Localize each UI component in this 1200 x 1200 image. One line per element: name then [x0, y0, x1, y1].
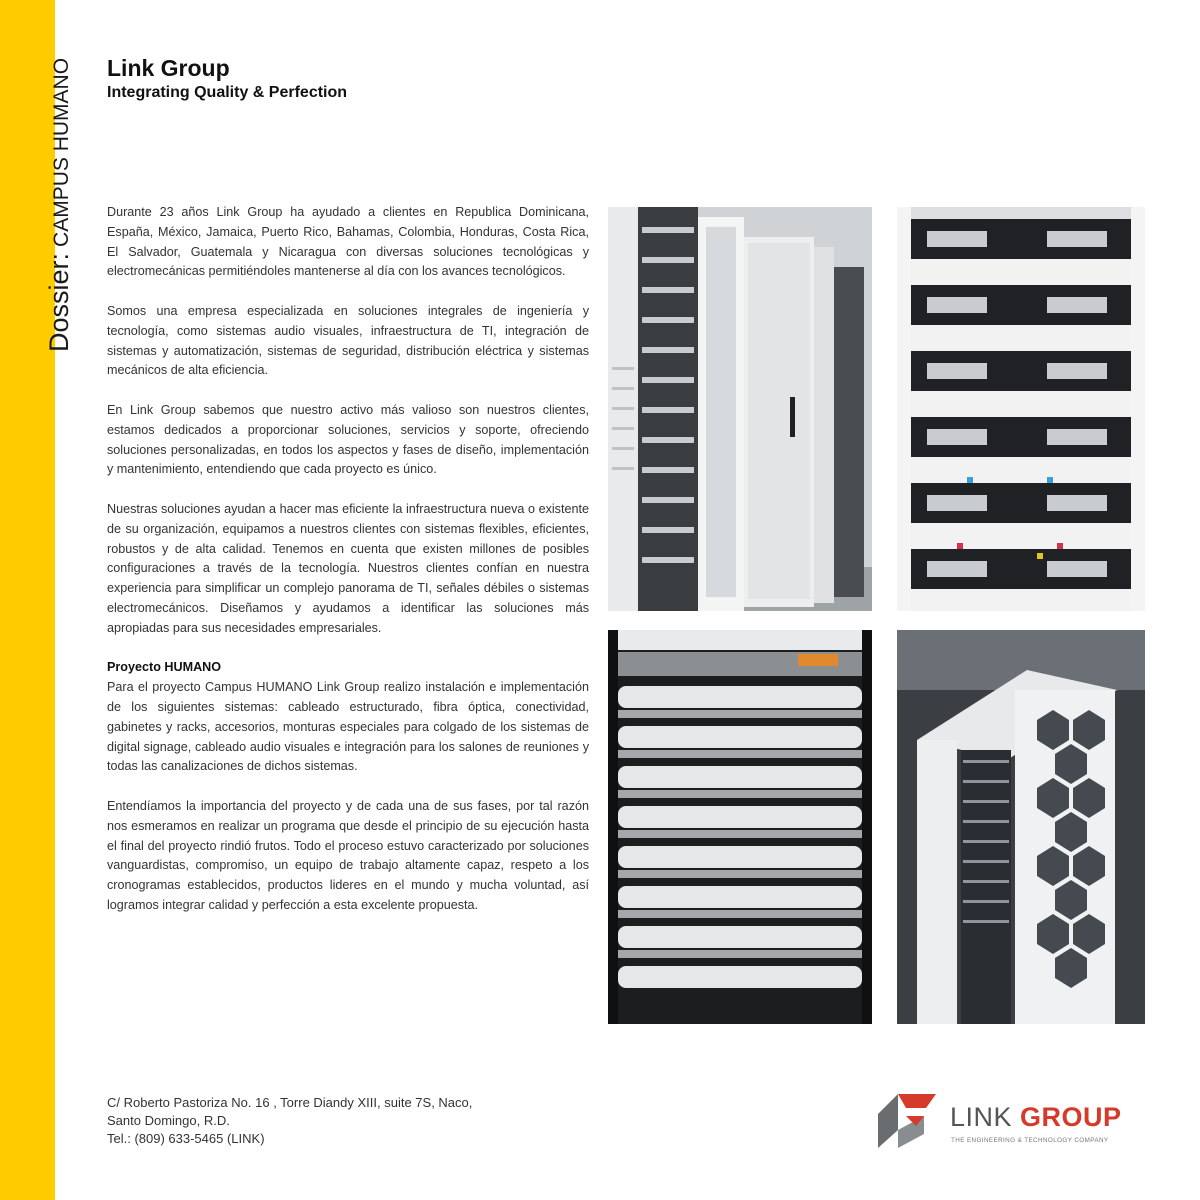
address-line: Santo Domingo, R.D.: [107, 1113, 230, 1128]
page-subtitle: Integrating Quality & Perfection: [107, 84, 348, 101]
photo-server-cabinets: [608, 207, 872, 611]
sidebar-value: CAMPUS HUMANO: [50, 57, 73, 247]
phone-line: Tel.: (809) 633-5465 (LINK): [107, 1131, 265, 1146]
logo-word-link: LINK: [950, 1102, 1013, 1132]
paragraph: En Link Group sabemos que nuestro activo más valioso son nuestros clientes, estamos dedicados a proporcionar soluciones, servicios y soporte, ofreciendo soluciones personalizadas, en todos los aspectos y fases de diseño, implementación y mantenimiento, entendiendo que cada proyecto es único.: [107, 402, 589, 477]
address-line: C/ Roberto Pastoriza No. 16 , Torre Diandy XIII, suite 7S, Naco,: [107, 1095, 473, 1110]
footer-address: [107, 1094, 472, 1148]
sidebar-band: [0, 0, 74, 1200]
paragraph: Entendíamos la importancia del proyecto y de cada una de sus fases, por tal razón nos esmeramos en realizar un programa que desde el principio de su ejecución hasta el final del proyecto rindió frutos. Todo el proceso estuvo caracterizado por soluciones vanguardistas, compromiso, un equipo de trabajo altamente capaz, respeto a los cronogramas establecidos, productos lideres en el mundo y mucha voluntad, así logramos integrar calidad y perfección a esta excelente propuesta.: [107, 798, 589, 912]
sidebar-label: Dossier:: [44, 252, 74, 352]
paragraph: Somos una empresa especializada en soluciones integrales de ingeniería y tecnología, como sistemas audio visuales, infraestructura de TI, integración de sistemas y automatización, sistemas de seguridad, distribución eléctrica y sistemas mecánicos de alta eficiencia.: [107, 303, 589, 378]
body-text: [107, 203, 589, 935]
logo-mark-icon: [876, 1090, 940, 1152]
sidebar-title: [44, 58, 75, 352]
photo-hexagon-rack: [897, 630, 1145, 1024]
paragraph: Nuestras soluciones ayudan a hacer mas eficiente la infraestructura nueva o existente de su organización, equipamos a nuestros clientes con sistemas flexibles, eficientes, robustos y de alta calidad. Tenemos en cuenta que existen millones de posibles configuraciones a través de la tecnología. Nuestros clientes confían en nuestra experiencia para simplificar un complejo panorama de TI, señales débiles o sistemas electromecánicos. Diseñamos y ayudamos a identificar las soluciones más apropiadas para sus necesidades empresariales.: [107, 501, 589, 635]
paragraph: Durante 23 años Link Group ha ayudado a clientes en Republica Dominicana, España, México, Jamaica, Puerto Rico, Bahamas, Colombia, Honduras, Costa Rica, El Salvador, Guatemala y Nicaragua con diversas soluciones tecnológicas y electromecánicas permitiéndoles mantenerse al día con los avances tecnológicos.: [107, 205, 589, 279]
logo-wordmark: [950, 1102, 1122, 1133]
project-heading: Proyecto HUMANO: [107, 660, 222, 675]
photo-patch-panels: [897, 207, 1145, 611]
paragraph: Para el proyecto Campus HUMANO Link Group realizo instalación e implementación de los siguientes sistemas: cableado estructurado, fibra óptica, conectividad, gabinetes y racks, accesorios, monturas especiales para colgado de los sistemas de digital signage, cableado audio visuales e integración para los salones de reuniones y todas las canalizaciones de dichos sistemas.: [107, 680, 589, 774]
photo-cabled-rack: [608, 630, 872, 1024]
page-title: Link Group: [107, 55, 230, 81]
logo-word-group: GROUP: [1020, 1102, 1122, 1132]
logo-tagline: THE ENGINEERING & TECHNOLOGY COMPANY: [951, 1137, 1109, 1144]
link-group-logo: [876, 1090, 1126, 1154]
